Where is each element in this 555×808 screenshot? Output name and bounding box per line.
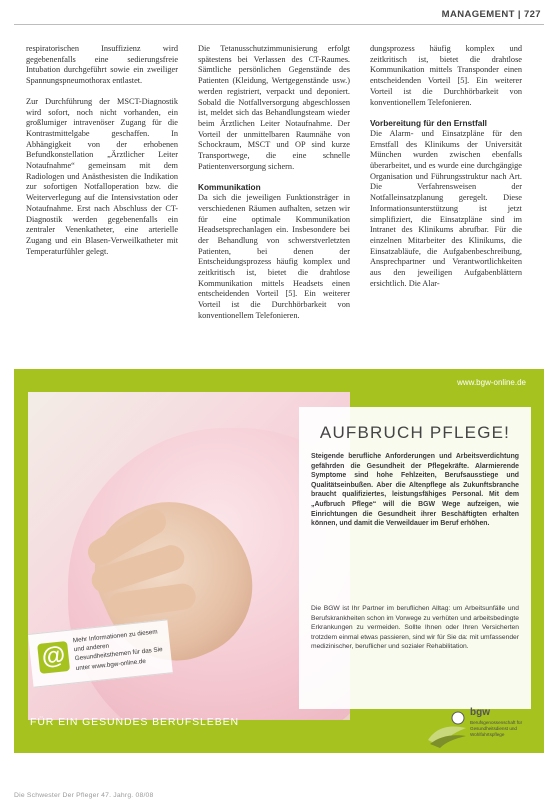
header-rule bbox=[14, 24, 544, 25]
page-header bbox=[0, 0, 555, 26]
at-sign-icon: @ bbox=[37, 641, 70, 674]
paragraph: Die Alarm- und Einsatzpläne für den Ernstfall des Klinikums der Universität München wurden zwischen ebenfalls überarbeitet, und es wurde eine durchgängige Organisation und Führungsstruktur nach Art. Die Verfahrensweisen der Notfalleinsatzplanung geregelt. Diese Informationsunterstützung ist jetzt simplifiziert, die Einsatzpläne sind im Intranet des Klinikums abrufbar. Für die einzelnen Mitarbeiter des Klinikums, die Einsatzabläufe, die Aufgabenbeschreibung, Ansprechpartner und Verantwortlichkeiten aus den jeweiligen Aufgabenblättern ersichtlich. Die Alar- bbox=[370, 128, 522, 288]
page-footer: Die Schwester Der Pfleger 47. Jahrg. 08/08 bbox=[14, 792, 154, 799]
subheading-kommunikation: Kommunikation bbox=[198, 182, 261, 193]
subheading-vorbereitung: Vorbereitung für den Ernstfall bbox=[370, 118, 487, 129]
brand-subtitle: Berufsgenossenschaft für Gesundheitsdienst und Wohlfahrtspflege bbox=[470, 720, 523, 737]
advertisement bbox=[14, 369, 544, 753]
ad-text-panel bbox=[299, 407, 531, 709]
paragraph: Zur Durchführung der MSCT-Diagnostik wird sofort, noch nicht vorhanden, ein großlumiger intravenöser Zugang für die Kontrastmittelgabe geschaffen. In Abhängigkeit von der erhobenen Befundkonstellation „Ärztlicher Leiter Notaufnahme“ gemeinsam mit dem Radiologen und Anästhesisten die Indikation zur sofortigen Notfalloperation bzw. die Weiterverlegung auf die Intensivstation oder Notaufnahme. Erst nach Abschluss der CT-Diagnostik werden gegebenenfalls ein zentraler Venenkatheter, eine arterielle Zugang und ein Blasen-Verweilkatheter mit Temperaturfühler gelegt. bbox=[26, 96, 178, 256]
article-body bbox=[26, 44, 540, 352]
ad-url-link[interactable]: www.bgw-online.de bbox=[457, 378, 526, 387]
ad-headline: AUFBRUCH PFLEGE! bbox=[319, 423, 511, 442]
article-column-1 bbox=[26, 44, 178, 267]
article-column-3 bbox=[370, 44, 522, 299]
info-text: Mehr Informationen zu diesem und anderen Gesundheitsthemen für das Sie unter www.bgw-online.de bbox=[72, 628, 163, 672]
article-column-2 bbox=[198, 44, 350, 332]
paragraph: Die Tetanusschutzimmunisierung erfolgt spätestens bei Verlassen des CT-Raumes. Sämtliche persönlichen Gegenstände des Patienten (Kleidung, Wertgegenstände usw.) werden registriert, verpackt und deponiert. Sobald die Notfallversorgung abgeschlossen ist, meldet sich das Behandlungsteam wieder beim Ärztlichen Leiter Notaufnahme. Der Vorteil der unmittelbaren Raumnähe von Schockraum, MSCT und OP sind kurze Transportwege, die eine schnelle Patientenversorgung sichern. bbox=[198, 44, 350, 171]
ad-body-text: Die BGW ist Ihr Partner im beruflichen Alltag: um Arbeitsunfälle und Berufskrankheiten schon im Vorwege zu verhüten und arbeitsbedingte Erkrankungen zu vermeiden. Sollte Ihnen oder Ihren Versicherten trotzdem einmal etwas passieren, sind wir für Sie da: mit umfassender medizinischer, beruflicher und sozialer Rehabilitation. bbox=[311, 605, 519, 650]
paragraph: Da sich die jeweiligen Funktionsträger in verschiedenen Räumen aufhalten, setzen wir für eine optimale Kommunikation Headsetsprechanlagen ein. Insbesondere bei der Behandlung von schwerstverletzten Patienten, bei denen der Entscheidungsprozess häufig komplex und zeitkritisch ist, bietet die drahtlose Kommunikation mittels Headsets einen entscheidenden Vorteil [5]. Ein weiterer Vorteil ist die Durchhörbarkeit von konventionellem Telefonieren. bbox=[198, 193, 350, 320]
brand-name: bgw bbox=[470, 707, 490, 718]
bgw-logo bbox=[426, 706, 534, 748]
paragraph: dungsprozess häufig komplex und zeitkritisch ist, bietet die drahtlose Kommunikation mittels Transponder einen entscheidenden Vorteil [5]. Ein weiterer Vorteil ist die Durchhörbarkeit von konventionellem Telefonieren. bbox=[370, 44, 522, 107]
ad-lead-text: Steigende berufliche Anforderungen und Arbeitsverdichtung gefährden die Gesundheit der Pflegekräfte. Alarmierende Symptome sind hohe Fehlzeiten, Berufsausstiege und Qualitätseinbußen. Aber die Altenpflege als Zukunftsbranche braucht qualifiziertes, leistungsfähiges Personal. Mit dem „Aufbruch Pflege“ will die BGW Wege aufzeigen, wie Einrichtungen die Gesundheit ihrer Beschäftigten erhalten können, und damit die Verweildauer im Beruf erhöhen. bbox=[311, 453, 519, 528]
paragraph: respiratorischen Insuffizienz wird gegebenenfalls eine sedierungsfreie Intubation durchgeführt sowie ein zweiliger Spannungspneumothorax entlastet. bbox=[26, 44, 178, 86]
section-title: MANAGEMENT | 727 bbox=[441, 9, 541, 20]
ad-slogan: FÜR EIN GESUNDES BERUFSLEBEN bbox=[30, 716, 239, 728]
